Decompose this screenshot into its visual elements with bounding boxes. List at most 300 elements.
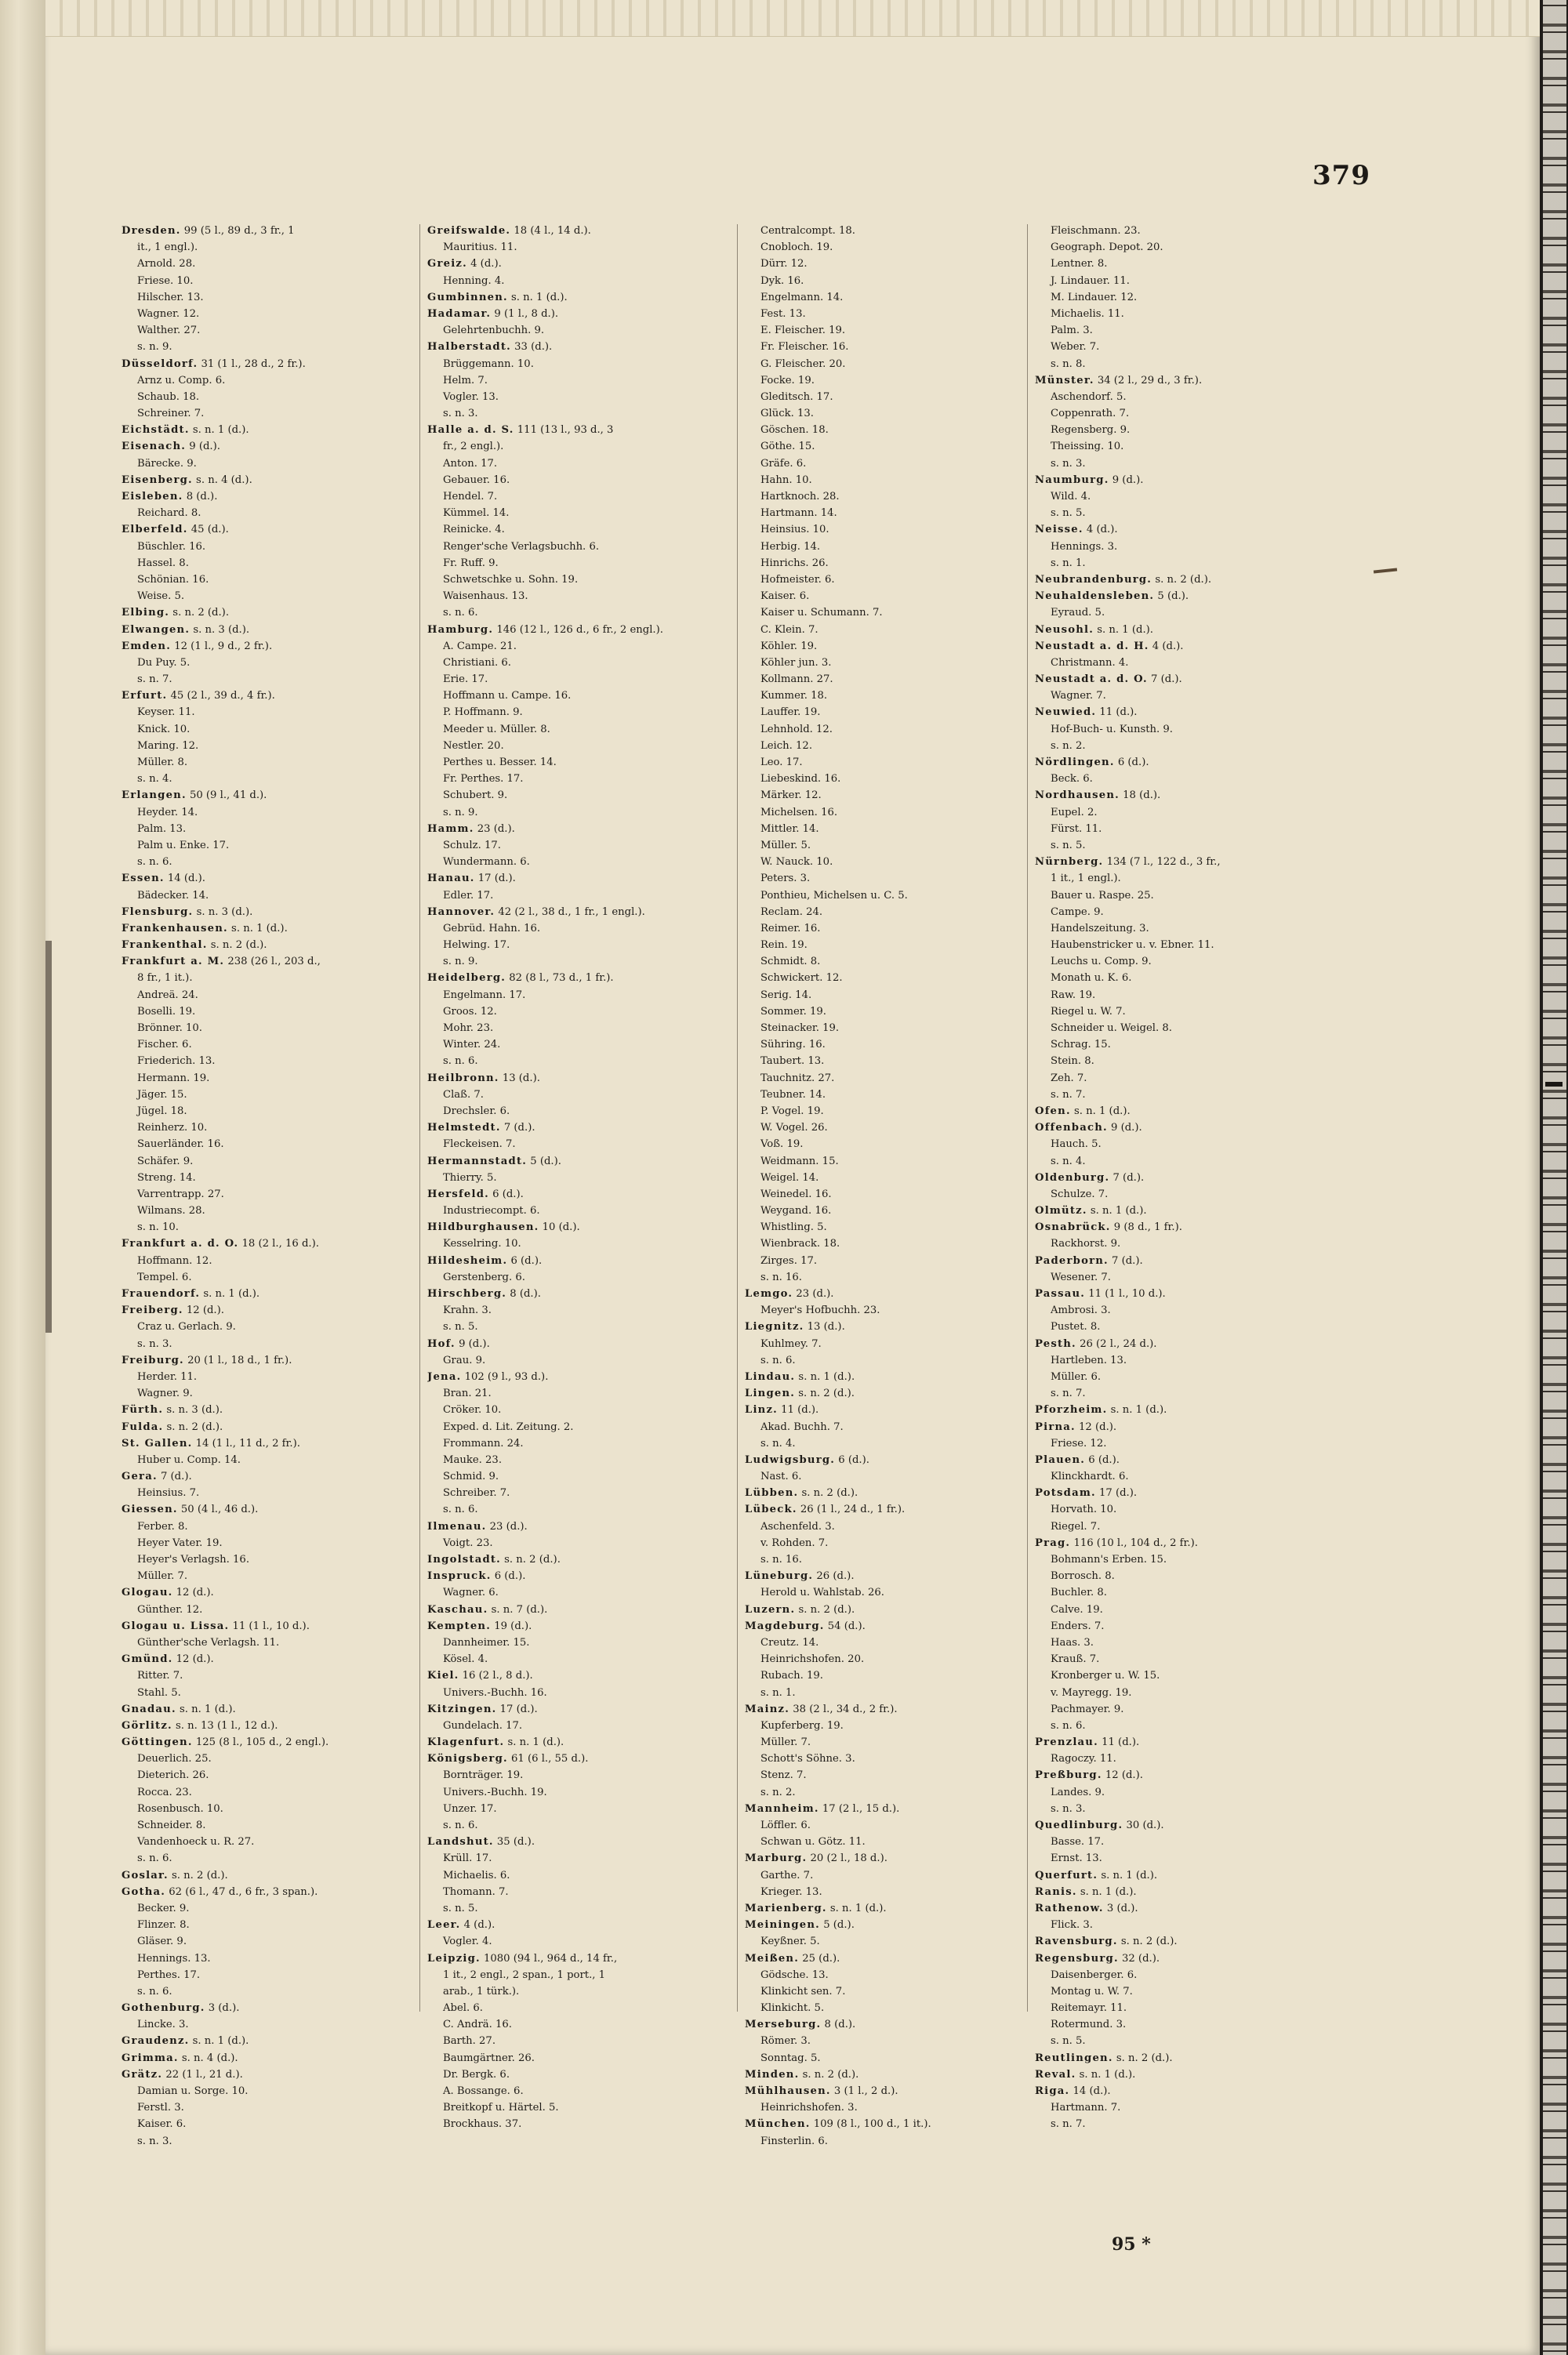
publisher-entry: Büschler. 16. <box>137 540 206 553</box>
publisher-entry: Walther. 27. <box>137 325 201 337</box>
city-name: Gothenburg. <box>122 2002 205 2015</box>
city-name: Ilmenau. <box>427 1520 487 1533</box>
publisher-entry: Andreä. 24. <box>137 989 198 1001</box>
publisher-entry: Arnz u. Comp. 6. <box>137 374 226 386</box>
city-count: 19 (d.). <box>494 1620 532 1632</box>
publisher-entry: Müller. 6. <box>1051 1370 1102 1383</box>
publisher-entry: Centralcompt. 18. <box>760 225 855 237</box>
city-entry <box>427 1751 741 1767</box>
publisher-entry: Leo. 17. <box>760 757 803 768</box>
publisher-entry: Montag u. W. 7. <box>1051 1985 1133 1998</box>
city-entry <box>427 1286 741 1302</box>
city-count: 14 (d.). <box>1073 2085 1111 2097</box>
publisher-entry: s. n. 5. <box>443 1902 478 1914</box>
publisher-entry: Beck. 6. <box>1051 773 1093 786</box>
publisher-entry: Klinckhardt. 6. <box>1051 1471 1129 1483</box>
city-name: Meiningen. <box>745 1919 820 1932</box>
city-entry <box>122 937 435 953</box>
city-name: Hanau. <box>427 873 475 885</box>
city-count: 50 (4 l., 46 d.). <box>180 1504 259 1516</box>
city-name: Preßburg. <box>1035 1769 1102 1782</box>
city-entry <box>427 1519 741 1535</box>
city-count: s. n. 2 (d.). <box>1155 573 1212 586</box>
publisher-entry: v. Mayregg. 19. <box>1051 1686 1132 1699</box>
city-name: Prenzlau. <box>1035 1736 1098 1749</box>
publisher-entry: Peters. 3. <box>760 873 811 885</box>
city-name: Elwangen. <box>122 623 191 636</box>
publisher-entry: E. Fleischer. 19. <box>760 325 846 337</box>
city-name: Grimma. <box>122 2052 179 2064</box>
city-name: Neuhaldensleben. <box>1035 590 1155 603</box>
publisher-entry: Du Puy. 5. <box>137 656 191 669</box>
city-entry <box>427 1070 741 1087</box>
page-number: 379 <box>1312 160 1370 191</box>
publisher-entry: Michelsen. 16. <box>760 806 838 818</box>
publisher-entry: Mohr. 23. <box>443 1022 494 1034</box>
torn-top-edge <box>45 0 1540 37</box>
publisher-entry: W. Vogel. 26. <box>760 1122 828 1134</box>
publisher-entry: Gebrüd. Hahn. 16. <box>443 922 541 934</box>
publisher-entry: Frommann. 24. <box>443 1437 524 1450</box>
city-name: Hamburg. <box>427 623 494 636</box>
city-name: Kiel. <box>427 1670 459 1682</box>
city-entry <box>427 1153 741 1170</box>
index-column-2 <box>427 223 741 2133</box>
city-entry <box>1035 588 1348 604</box>
city-name: Dresden. <box>122 225 181 237</box>
city-name: Pirna. <box>1035 1421 1076 1433</box>
city-count: s. n. 3 (d.). <box>193 623 250 636</box>
city-name: Königsberg. <box>427 1753 508 1765</box>
city-count: s. n. 2 (d.). <box>1116 2052 1173 2064</box>
city-count: 12 (d.). <box>176 1587 214 1599</box>
publisher-entry: Lincke. 3. <box>137 2019 189 2031</box>
city-entry <box>122 870 435 887</box>
city-entry <box>122 953 435 970</box>
city-entry <box>745 1568 1058 1584</box>
city-name: Ofen. <box>1035 1105 1071 1117</box>
city-entry <box>122 1352 435 1369</box>
city-count: 61 (6 l., 55 d.). <box>511 1753 589 1765</box>
publisher-entry: Fleischmann. 23. <box>1051 225 1141 237</box>
publisher-entry: Rackhorst. 9. <box>1051 1238 1121 1250</box>
city-name: Gotha. <box>122 1885 166 1898</box>
publisher-entry: s. n. 3. <box>1051 1802 1086 1815</box>
city-name: Quedlinburg. <box>1035 1820 1123 1831</box>
city-count: s. n. 1 (d.). <box>231 922 288 934</box>
city-entry <box>1035 754 1348 771</box>
city-count: 22 (1 l., 21 d.). <box>165 2068 243 2081</box>
publisher-entry: Fleckeisen. 7. <box>443 1138 516 1151</box>
city-name: Marburg. <box>745 1852 808 1865</box>
city-count: 4 (d.). <box>1086 524 1118 536</box>
publisher-entry: Weygand. 16. <box>760 1205 832 1217</box>
city-entry <box>745 1485 1058 1501</box>
city-count: s. n. 2 (d.). <box>1120 1936 1178 1948</box>
city-entry <box>1035 854 1348 870</box>
city-name: Hildburghausen. <box>427 1221 539 1234</box>
city-entry <box>745 1900 1058 1917</box>
publisher-entry: Keyßner. 5. <box>760 1936 820 1948</box>
city-entry <box>745 1319 1058 1335</box>
city-count: 3 (d.). <box>208 2002 240 2015</box>
publisher-entry: Huber u. Comp. 14. <box>137 1453 241 1466</box>
publisher-entry: Vandenhoeck u. R. 27. <box>137 1836 255 1849</box>
city-name: Meißen. <box>745 1952 799 1965</box>
publisher-entry: Cnobloch. 19. <box>760 241 833 254</box>
city-entry <box>122 1435 435 1452</box>
city-name: Gmünd. <box>122 1653 173 1666</box>
city-count: 7 (d.). <box>1151 673 1182 686</box>
city-name: St. Gallen. <box>122 1437 193 1450</box>
city-count: s. n. 1 (d.). <box>829 1902 887 1914</box>
city-entry <box>1035 1419 1348 1435</box>
publisher-entry: Krieger. 13. <box>760 1885 822 1898</box>
city-entry <box>122 1419 435 1435</box>
publisher-entry: s. n. 2. <box>1051 739 1086 752</box>
publisher-entry: W. Nauck. 10. <box>760 856 833 869</box>
publisher-entry: s. n. 5. <box>1051 2035 1086 2048</box>
publisher-entry: Wilmans. 28. <box>137 1205 205 1217</box>
publisher-entry: Steinacker. 19. <box>760 1022 840 1034</box>
city-count: s. n. 1 (d.). <box>1090 1205 1147 1217</box>
city-name: Hermannstadt. <box>427 1155 528 1167</box>
publisher-entry: Dieterich. 26. <box>137 1769 209 1782</box>
city-count: 9 (1 l., 8 d.). <box>494 307 559 320</box>
city-name: Eisleben. <box>122 491 183 503</box>
entry-continuation: fr., 2 engl.). <box>443 441 504 453</box>
publisher-entry: Schott's Söhne. 3. <box>760 1753 855 1765</box>
city-name: Inspruck. <box>427 1570 492 1583</box>
publisher-entry: Weidmann. 15. <box>760 1155 839 1167</box>
publisher-entry: Stenz. 7. <box>760 1769 807 1782</box>
publisher-entry: Müller. 7. <box>137 1570 188 1583</box>
publisher-entry: Perthes. 17. <box>137 1969 201 1981</box>
city-entry <box>122 1302 435 1319</box>
city-count: 125 (8 l., 105 d., 2 engl.). <box>195 1736 329 1749</box>
column-rule <box>1027 224 1028 2012</box>
publisher-entry: Gerstenberg. 6. <box>443 1271 525 1283</box>
publisher-entry: Geograph. Depot. 20. <box>1051 241 1163 254</box>
city-count: 1080 (94 l., 964 d., 14 fr., <box>484 1952 618 1965</box>
city-entry <box>427 1950 741 1967</box>
city-entry <box>427 970 741 986</box>
city-count: 4 (d.). <box>470 258 502 270</box>
publisher-entry: Michaelis. 11. <box>1051 307 1124 320</box>
city-name: Magdeburg. <box>745 1620 825 1632</box>
city-count: 31 (1 l., 28 d., 2 fr.). <box>201 357 306 370</box>
publisher-entry: Riegel u. W. 7. <box>1051 1005 1126 1018</box>
publisher-entry: Exped. d. Lit. Zeitung. 2. <box>443 1421 574 1433</box>
city-name: Rathenow. <box>1035 1902 1104 1914</box>
city-count: 12 (d.). <box>186 1305 224 1317</box>
publisher-entry: Ponthieu, Michelsen u. C. 5. <box>760 889 908 902</box>
city-name: Lübben. <box>745 1487 799 1500</box>
city-entry <box>427 904 741 920</box>
city-count: s. n. 1 (d.). <box>203 1288 260 1300</box>
publisher-entry: Varrentrapp. 27. <box>137 1188 224 1200</box>
city-count: 25 (d.). <box>802 1952 840 1965</box>
city-name: Luzern. <box>745 1603 796 1616</box>
city-name: Jena. <box>427 1370 462 1383</box>
city-entry <box>427 1701 741 1718</box>
city-name: Goslar. <box>122 1869 169 1881</box>
publisher-entry: Ritter. 7. <box>137 1670 183 1682</box>
publisher-entry: Engelmann. 14. <box>760 291 844 303</box>
city-entry <box>1035 1933 1348 1950</box>
city-count: s. n. 2 (d.). <box>798 1603 855 1616</box>
city-name: Düsseldorf. <box>122 357 198 370</box>
city-name: Helmstedt. <box>427 1122 501 1134</box>
city-entry <box>1035 1452 1348 1468</box>
city-name: Gumbinnen. <box>427 291 508 303</box>
city-entry <box>745 1801 1058 1817</box>
publisher-entry: Wienbrack. 18. <box>760 1238 840 1250</box>
publisher-entry: s. n. 10. <box>137 1221 180 1234</box>
publisher-entry: Hinrichs. 26. <box>760 557 829 569</box>
city-name: Ingolstadt. <box>427 1554 501 1566</box>
city-name: Plauen. <box>1035 1453 1086 1466</box>
publisher-entry: Weinedel. 16. <box>760 1188 832 1200</box>
city-entry <box>122 1884 435 1900</box>
publisher-entry: Herder. 11. <box>137 1370 198 1383</box>
entry-continuation: 8 fr., 1 it.). <box>137 972 193 985</box>
city-name: Hersfeld. <box>427 1188 489 1200</box>
city-name: Frankenthal. <box>122 939 208 952</box>
publisher-entry: s. n. 3. <box>137 2135 172 2147</box>
city-count: s. n. 1 (d.). <box>1101 1869 1158 1881</box>
city-entry <box>427 306 741 322</box>
publisher-entry: Maring. 12. <box>137 739 199 752</box>
index-column-1 <box>122 223 435 2150</box>
publisher-entry: Palm. 3. <box>1051 325 1093 337</box>
publisher-entry: Christmann. 4. <box>1051 656 1129 669</box>
publisher-entry: Aschendorf. 5. <box>1051 390 1127 403</box>
city-name: Potsdam. <box>1035 1487 1096 1500</box>
city-entry <box>122 521 435 538</box>
publisher-entry: Rocca. 23. <box>137 1786 192 1798</box>
publisher-entry: Liebeskind. 16. <box>760 773 841 786</box>
city-count: 10 (d.). <box>542 1221 580 1234</box>
publisher-entry: Mauritius. 11. <box>443 241 517 254</box>
publisher-entry: Garthe. 7. <box>760 1869 814 1881</box>
publisher-entry: Basse. 17. <box>1051 1836 1105 1849</box>
city-count: 23 (d.). <box>477 822 515 835</box>
publisher-entry: Lehnhold. 12. <box>760 723 833 735</box>
city-count: 12 (d.). <box>176 1653 214 1666</box>
publisher-entry: Gebauer. 16. <box>443 474 510 486</box>
publisher-entry: Streng. 14. <box>137 1171 196 1184</box>
city-count: 20 (1 l., 18 d., 1 fr.). <box>187 1354 292 1366</box>
publisher-entry: Tauchnitz. 27. <box>760 1072 835 1084</box>
city-count: 4 (d.). <box>1152 640 1184 652</box>
publisher-entry: s. n. 6. <box>760 1354 796 1366</box>
city-name: Halberstadt. <box>427 341 511 354</box>
publisher-entry: Friederich. 13. <box>137 1055 216 1068</box>
city-entry <box>427 256 741 272</box>
city-name: Leipzig. <box>427 1952 481 1965</box>
city-count: s. n. 1 (d.). <box>1097 623 1153 636</box>
publisher-entry: Hartknoch. 28. <box>760 491 840 503</box>
binding-gutter <box>0 0 45 2355</box>
city-entry <box>745 1602 1058 1618</box>
publisher-entry: Reitemayr. 11. <box>1051 2002 1127 2015</box>
publisher-entry: s. n. 6. <box>443 607 478 619</box>
city-name: Landshut. <box>427 1836 494 1849</box>
publisher-entry: Hoffmann. 12. <box>137 1254 212 1267</box>
city-entry <box>1035 1119 1348 1136</box>
book-page <box>45 0 1540 2355</box>
city-count: 18 (2 l., 16 d.). <box>241 1238 319 1250</box>
scan-ruler <box>1543 0 1566 2355</box>
city-name: Glogau. <box>122 1587 173 1599</box>
city-count: 14 (d.). <box>167 873 205 885</box>
publisher-entry: Müller. 5. <box>760 839 811 851</box>
publisher-entry: Wagner. 7. <box>1051 690 1106 702</box>
publisher-entry: Kummer. 18. <box>760 690 828 702</box>
publisher-entry: s. n. 4. <box>1051 1155 1086 1167</box>
city-name: Elbing. <box>122 607 170 619</box>
city-name: Leer. <box>427 1919 461 1932</box>
city-count: 11 (1 l., 10 d.). <box>1088 1288 1166 1300</box>
city-count: 45 (d.). <box>191 524 229 536</box>
publisher-entry: Weise. 5. <box>137 590 185 603</box>
publisher-entry: Schneider. 8. <box>137 1820 206 1831</box>
publisher-entry: Ferber. 8. <box>137 1520 188 1533</box>
publisher-entry: Heinsius. 7. <box>137 1487 200 1500</box>
city-name: Merseburg. <box>745 2019 822 2031</box>
city-name: Reutlingen. <box>1035 2052 1113 2064</box>
entry-continuation: 1 it., 1 engl.). <box>1051 873 1121 885</box>
city-count: s. n. 1 (d.). <box>798 1370 855 1383</box>
publisher-entry: s. n. 5. <box>443 1321 478 1334</box>
publisher-entry: Kösel. 4. <box>443 1653 488 1666</box>
city-entry <box>122 604 435 621</box>
city-count: 6 (d.). <box>492 1188 524 1200</box>
city-name: Göttingen. <box>122 1736 193 1749</box>
city-name: Ranis. <box>1035 1885 1077 1898</box>
city-count: 7 (d.). <box>1112 1171 1145 1184</box>
city-count: 111 (13 l., 93 d., 3 <box>517 424 614 437</box>
city-name: Görlitz. <box>122 1719 172 1732</box>
publisher-entry: Waisenhaus. 13. <box>443 590 528 603</box>
city-entry <box>745 1385 1058 1402</box>
publisher-entry: Gläser. 9. <box>137 1936 187 1948</box>
publisher-entry: Reclam. 24. <box>760 905 823 918</box>
publisher-entry: Voß. 19. <box>760 1138 804 1151</box>
publisher-entry: Wild. 4. <box>1051 491 1091 503</box>
publisher-entry: Unzer. 17. <box>443 1802 497 1815</box>
publisher-entry: Fr. Perthes. 17. <box>443 773 524 786</box>
city-count: s. n. 13 (1 l., 12 d.). <box>176 1719 278 1732</box>
city-entry <box>1035 1884 1348 1900</box>
publisher-entry: Schäfer. 9. <box>137 1155 194 1167</box>
publisher-entry: s. n. 6. <box>443 1820 478 1831</box>
publisher-entry: Vogler. 4. <box>443 1936 492 1948</box>
publisher-entry: P. Vogel. 19. <box>760 1105 824 1117</box>
city-entry <box>1035 1950 1348 1967</box>
city-name: Lemgo. <box>745 1288 793 1300</box>
city-entry <box>1035 1103 1348 1119</box>
publisher-entry: Kaiser. 6. <box>760 590 810 603</box>
publisher-entry: Dyk. 16. <box>760 274 804 287</box>
city-name: Reval. <box>1035 2068 1076 2081</box>
city-count: 35 (d.). <box>496 1836 535 1849</box>
publisher-entry: s. n. 4. <box>760 1437 796 1450</box>
publisher-entry: s. n. 1. <box>1051 557 1086 569</box>
city-name: Emden. <box>122 640 171 652</box>
footer-signature: 95 * <box>1112 2234 1151 2255</box>
city-name: Mühlhausen. <box>745 2085 831 2097</box>
city-count: 54 (d.). <box>827 1620 866 1632</box>
city-name: Lindau. <box>745 1370 796 1383</box>
city-entry <box>1035 2050 1348 2067</box>
city-name: Graudenz. <box>122 2035 190 2048</box>
publisher-entry: Schönian. 16. <box>137 573 209 586</box>
publisher-entry: Löffler. 6. <box>760 1820 811 1831</box>
city-name: Minden. <box>745 2068 800 2081</box>
publisher-entry: Perthes u. Besser. 14. <box>443 757 557 768</box>
city-count: s. n. 1 (d.). <box>192 424 249 437</box>
publisher-entry: s. n. 7. <box>137 673 172 686</box>
publisher-entry: Gelehrtenbuchh. 9. <box>443 325 545 337</box>
city-name: Neuwied. <box>1035 706 1097 719</box>
publisher-entry: Theissing. 10. <box>1051 441 1124 453</box>
city-count: s. n. 7 (d.). <box>491 1603 548 1616</box>
publisher-entry: Reinherz. 10. <box>137 1122 208 1134</box>
publisher-entry: Pustet. 8. <box>1051 1321 1101 1334</box>
city-entry <box>427 1219 741 1236</box>
city-entry <box>745 1850 1058 1867</box>
publisher-entry: Herold u. Wahlstab. 26. <box>760 1587 884 1599</box>
city-entry <box>122 1584 435 1601</box>
city-entry <box>122 920 435 937</box>
publisher-entry: Enders. 7. <box>1051 1620 1105 1632</box>
city-count: 6 (d.). <box>494 1570 526 1583</box>
city-count: s. n. 3 (d.). <box>166 1404 223 1417</box>
publisher-entry: Kaiser u. Schumann. 7. <box>760 607 883 619</box>
publisher-entry: Schwan u. Götz. 11. <box>760 1836 866 1849</box>
publisher-entry: Bohmann's Erben. 15. <box>1051 1554 1167 1566</box>
city-count: 8 (d.). <box>510 1288 541 1300</box>
publisher-entry: Wesener. 7. <box>1051 1271 1111 1283</box>
city-name: Frauendorf. <box>122 1288 201 1300</box>
city-count: 6 (d.). <box>838 1453 869 1466</box>
publisher-entry: Ernst. 13. <box>1051 1852 1102 1865</box>
publisher-entry: Krauß. 7. <box>1051 1653 1100 1666</box>
publisher-entry: s. n. 1. <box>760 1686 796 1699</box>
city-entry <box>122 638 435 655</box>
publisher-entry: Akad. Buchh. 7. <box>760 1421 844 1433</box>
publisher-entry: Schulze. 7. <box>1051 1188 1109 1200</box>
city-count: 17 (d.). <box>477 873 516 885</box>
city-name: Neubrandenburg. <box>1035 573 1152 586</box>
publisher-entry: s. n. 3. <box>137 1337 172 1350</box>
city-entry <box>122 1236 435 1252</box>
city-entry <box>122 2033 435 2049</box>
publisher-entry: Buchler. 8. <box>1051 1587 1107 1599</box>
city-entry <box>122 472 435 488</box>
publisher-entry: s. n. 6. <box>1051 1719 1086 1732</box>
city-entry <box>745 1402 1058 1418</box>
publisher-entry: Gleditsch. 17. <box>760 390 833 403</box>
publisher-entry: Müller. 7. <box>760 1736 811 1749</box>
city-count: s. n. 2 (d.). <box>504 1554 561 1566</box>
publisher-entry: Sauerländer. 16. <box>137 1138 224 1151</box>
city-name: Erfurt. <box>122 690 168 702</box>
publisher-entry: Nast. 6. <box>760 1471 802 1483</box>
city-name: Lingen. <box>745 1388 796 1400</box>
